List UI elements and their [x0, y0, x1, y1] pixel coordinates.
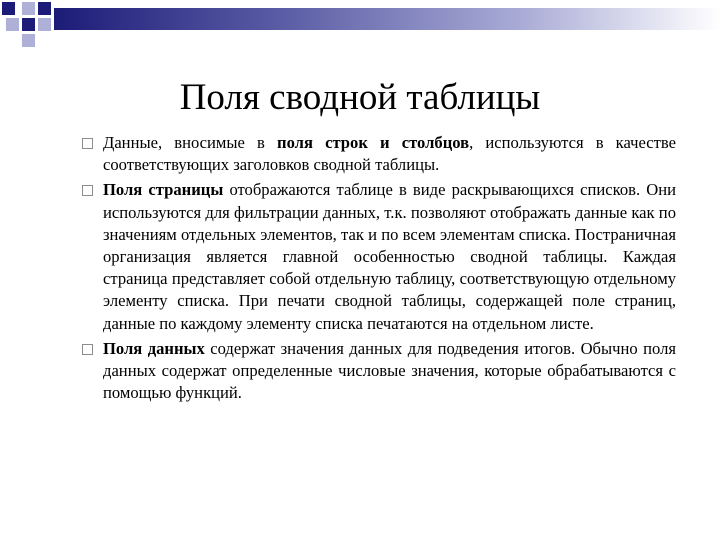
square-bullet-icon — [82, 185, 93, 196]
square-bullet-icon — [82, 344, 93, 355]
bullet-bold-term: Поля данных — [103, 338, 205, 358]
header-gradient-stripe — [54, 8, 720, 30]
bullet-bold-term: Поля страницы — [103, 180, 224, 200]
list-item — [82, 179, 676, 334]
corner-square-2 — [22, 2, 35, 15]
bullet-bold-term: поля строк и столбцов — [277, 133, 470, 152]
bullet-text-post: отображаются таблице в виде раскрывающихся списков. Они используются для фильтрации данных, т.к. позволяют отображать данные как по значениям отдельных элементов, так и по всем элементам списка. Постраничная организация является главной особенностью сводной таблицы. Каждая страница представляет собой отдельную таблицу, соответствующую отдельному элементу списка. При печати сводной таблицы, содержащей поле страниц, данные по каждому элементу списка печатаются на отдельном листе. — [103, 180, 676, 333]
list-item — [82, 132, 676, 176]
corner-square-5 — [22, 18, 35, 31]
square-bullet-icon — [82, 138, 93, 149]
corner-square-6 — [38, 18, 51, 31]
bullet-list — [82, 132, 676, 407]
bullet-text-post: содержат значения данных для подведения итогов. Обычно поля данных содержат определенные числовые значения, которые обрабатываются с помощью функций. — [103, 338, 676, 403]
corner-square-3 — [38, 2, 51, 15]
slide-title: Поля сводной таблицы — [179, 77, 541, 118]
list-item — [82, 338, 676, 405]
bullet-text-pre: Данные, вносимые в — [103, 133, 278, 152]
bullet-text-post: , используются в качестве соответствующих заголовков сводной таблицы. — [103, 133, 677, 175]
corner-square-1 — [2, 2, 15, 15]
corner-square-4 — [6, 18, 19, 31]
corner-square-7 — [22, 34, 35, 47]
